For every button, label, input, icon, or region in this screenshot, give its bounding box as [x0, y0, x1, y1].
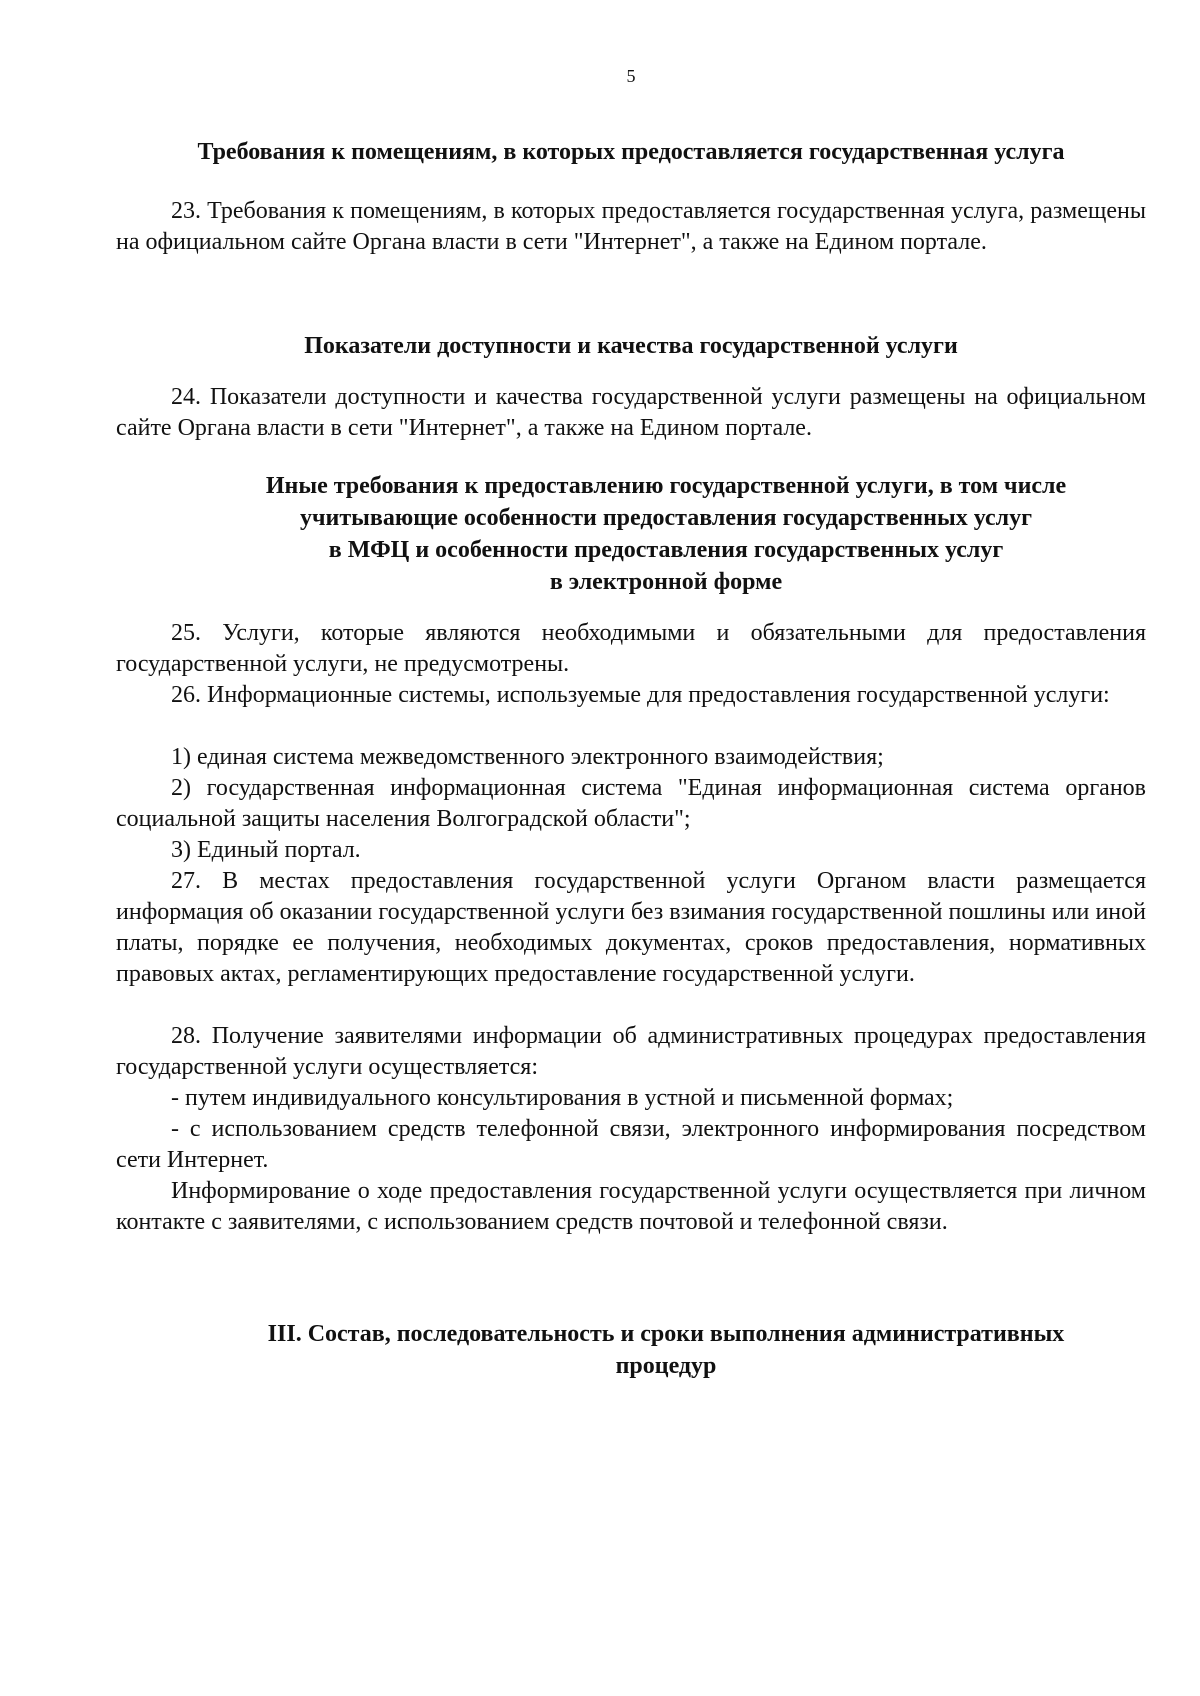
paragraph-24: 24. Показатели доступности и качества государственной услуги размещены на официальном сайте Органа власти в сети "Интернет", а также на Едином портале. — [116, 384, 1146, 441]
heading-premises: Требования к помещениям, в которых предоставляется государственная услуга — [197, 139, 1065, 165]
heading-section-3-line-1: III. Состав, последовательность и сроки выполнения административных — [267, 1321, 1065, 1347]
paragraph-23: 23. Требования к помещениям, в которых предоставляется государственная услуга, размещены на официальном сайте Органа власти в сети "Интернет", а также на Едином портале. — [116, 198, 1146, 255]
paragraph-25: 25. Услуги, которые являются необходимыми и обязательными для предоставления государственной услуги, не предусмотрены. — [116, 620, 1146, 677]
paragraph-27: 27. В местах предоставления государственной услуги Органом власти размещается информация об оказании государственной услуги без взимания государственной пошлины или иной платы, порядке ее получения, необходимых документах, сроков предоставления, нормативных правовых актах, регламентирующих предоставление государственной услуги. — [116, 868, 1146, 987]
list-item-1: 1) единая система межведомственного электронного взаимодействия; — [171, 744, 884, 770]
heading-section-3 — [116, 1318, 1146, 1382]
page-number: 5 — [626, 66, 636, 86]
heading-other-line-2: учитывающие особенности предоставления государственных услуг — [300, 505, 1032, 531]
heading-other-line-1: Иные требования к предоставлению государственной услуги, в том числе — [265, 473, 1067, 499]
dash-item-2: - с использованием средств телефонной связи, электронного информирования посредством сети Интернет. — [116, 1116, 1146, 1173]
list-item-3: 3) Единый портал. — [171, 837, 361, 863]
list-item-2: 2) государственная информационная система "Единая информационная система органов социальной защиты населения Волгоградской области"; — [116, 775, 1146, 832]
heading-other-requirements — [116, 470, 1146, 598]
paragraph-28: 28. Получение заявителями информации об административных процедурах предоставления государственной услуги осуществляется: — [116, 1023, 1146, 1080]
heading-other-line-3: в МФЦ и особенности предоставления государственных услуг — [328, 537, 1004, 563]
paragraph-26: 26. Информационные системы, используемые для предоставления государственной услуги: — [171, 682, 1110, 708]
paragraph-informing: Информирование о ходе предоставления государственной услуги осуществляется при личном контакте с заявителями, с использованием средств почтовой и телефонной связи. — [116, 1178, 1146, 1235]
dash-item-1: - путем индивидуального консультирования в устной и письменной формах; — [171, 1085, 954, 1111]
heading-other-line-4: в электронной форме — [549, 569, 783, 595]
heading-quality: Показатели доступности и качества государственной услуги — [304, 333, 958, 359]
heading-section-3-line-2: процедур — [615, 1353, 717, 1379]
